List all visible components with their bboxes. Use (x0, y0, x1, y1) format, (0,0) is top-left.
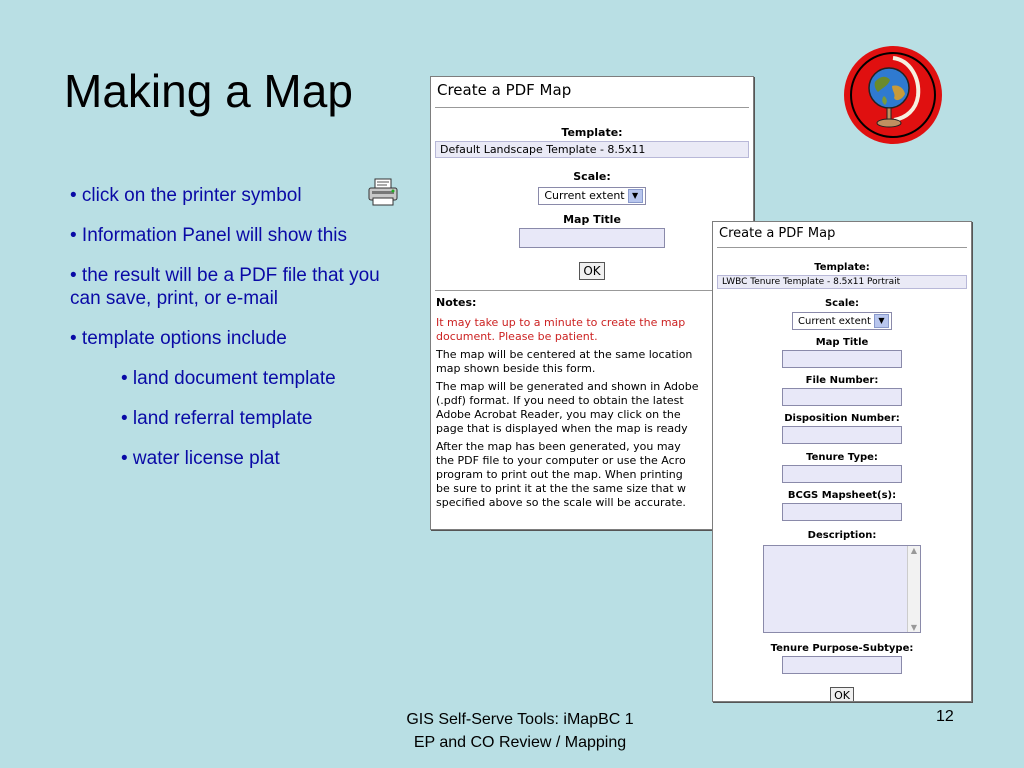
scale-value: Current extent (798, 316, 871, 327)
sub-bullet-item: • water license plat (121, 448, 280, 469)
tenure-purpose-label: Tenure Purpose-Subtype: (770, 643, 914, 654)
note-line: program to print out the map. When printing (436, 468, 683, 481)
bullet-item: • click on the printer symbol (70, 185, 302, 206)
file-number-input[interactable] (782, 388, 902, 406)
globe-icon (842, 44, 944, 146)
panel-title: Create a PDF Map (437, 81, 572, 99)
note-line: specified above so the scale will be accurate. (436, 496, 686, 509)
sub-bullet-item: • land referral template (121, 408, 313, 429)
chevron-down-icon: ▼ (874, 314, 889, 328)
disposition-number-input[interactable] (782, 426, 902, 444)
pdf-map-panel-tenure (712, 221, 972, 702)
chevron-down-icon: ▼ (628, 189, 643, 203)
footer-text (340, 708, 700, 754)
description-label: Description: (807, 530, 877, 541)
template-select[interactable]: Default Landscape Template - 8.5x11 (435, 141, 749, 158)
scale-value: Current extent (544, 189, 625, 202)
sub-bullet-item: • land document template (121, 368, 336, 389)
map-title-label: Map Title (563, 213, 621, 226)
tenure-type-label: Tenure Type: (806, 452, 878, 463)
template-select[interactable]: LWBC Tenure Template - 8.5x11 Portrait (717, 275, 967, 289)
note-line: Adobe Acrobat Reader, you may click on the (436, 408, 681, 421)
textarea-scrollbar[interactable]: ▲ ▼ (907, 546, 920, 632)
description-textarea[interactable] (763, 545, 921, 633)
map-title-input[interactable] (519, 228, 665, 248)
divider (435, 290, 749, 291)
ok-button[interactable]: OK (830, 687, 854, 702)
template-label: Template: (561, 126, 623, 139)
note-line: document. Please be patient. (436, 330, 598, 343)
divider (717, 247, 967, 248)
slide-title: Making a Map (64, 65, 353, 117)
footer-line: GIS Self-Serve Tools: iMapBC 1 (406, 711, 634, 728)
map-title-input[interactable] (782, 350, 902, 368)
scale-select[interactable] (792, 312, 892, 330)
file-number-label: File Number: (805, 375, 879, 386)
disposition-number-label: Disposition Number: (784, 413, 900, 424)
note-line: (.pdf) format. If you need to obtain the latest (436, 394, 684, 407)
note-line: After the map has been generated, you may (436, 440, 681, 453)
bullet-item: • template options include (70, 328, 287, 349)
tenure-purpose-input[interactable] (782, 656, 902, 674)
ok-button[interactable]: OK (579, 262, 604, 280)
bullet-item: • Information Panel will show this (70, 225, 347, 246)
notes-heading: Notes: (436, 296, 477, 309)
note-line: map shown beside this form. (436, 362, 596, 375)
note-line: be sure to print it at the the same size that w (436, 482, 686, 495)
note-line: It may take up to a minute to create the map (436, 316, 686, 329)
printer-icon (366, 178, 400, 206)
page-number: 12 (936, 708, 954, 725)
divider (435, 107, 749, 108)
footer-line: EP and CO Review / Mapping (413, 734, 627, 751)
bullet-item: • the result will be a PDF file that you can save, print, or e-mail (70, 265, 380, 309)
note-line: The map will be centered at the same location (436, 348, 693, 361)
tenure-type-input[interactable] (782, 465, 902, 483)
bcgs-mapsheet-input[interactable] (782, 503, 902, 521)
note-line: the PDF file to your computer or use the Acro (436, 454, 686, 467)
note-line: The map will be generated and shown in Adobe (436, 380, 699, 393)
scale-label: Scale: (573, 170, 611, 183)
map-title-label: Map Title (815, 337, 869, 348)
scale-label: Scale: (824, 298, 860, 309)
note-line: page that is displayed when the map is ready (436, 422, 688, 435)
panel-title: Create a PDF Map (719, 226, 836, 241)
bullet-list (70, 184, 415, 487)
template-label: Template: (814, 262, 870, 273)
scale-select[interactable] (538, 187, 645, 205)
pdf-map-panel-default (430, 76, 754, 530)
bcgs-mapsheet-label: BCGS Mapsheet(s): (787, 490, 897, 501)
